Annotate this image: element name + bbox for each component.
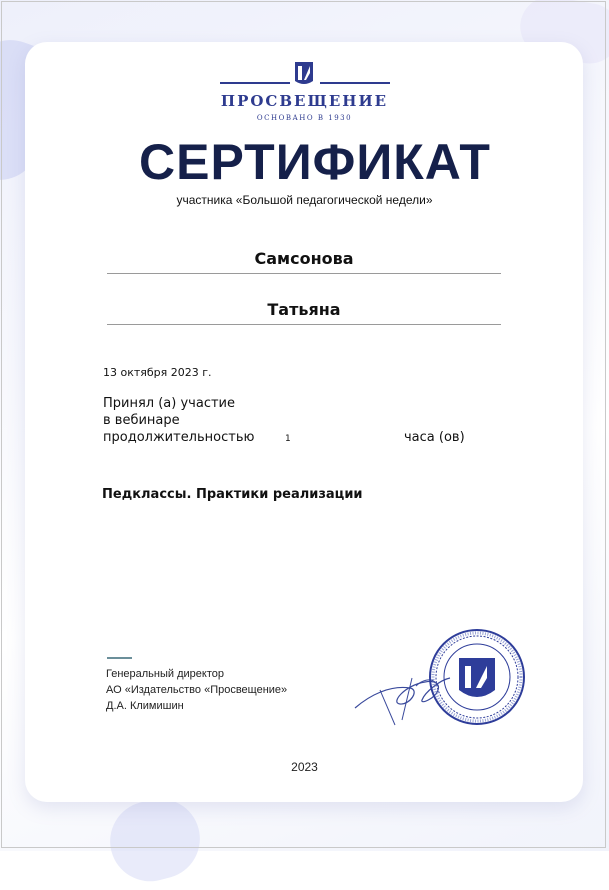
participant-first-name: Татьяна (107, 300, 501, 325)
signatory-company: АО «Издательство «Просвещение» (106, 684, 288, 696)
duration-hours: 1 (285, 434, 291, 444)
certificate-subtitle: участника «Большой педагогической недели» (176, 193, 433, 207)
webinar-title: Педклассы. Практики реализации (102, 487, 363, 502)
brand-subtitle: ОСНОВАНО В 1930 (256, 114, 353, 122)
signatory-name: Д.А. Климишин (106, 700, 184, 712)
webinar-text: в вебинаре (103, 413, 180, 428)
footer-year: 2023 (291, 760, 318, 774)
signature-divider (107, 657, 132, 659)
logo-line-right (320, 82, 390, 84)
certificate-title: СЕРТИФИКАТ (139, 134, 491, 190)
duration-unit: часа (ов) (404, 430, 465, 445)
certificate-date: 13 октября 2023 г. (103, 366, 212, 379)
duration-text: продолжительностью (103, 430, 255, 445)
participation-text: Принял (а) участие (103, 396, 235, 411)
signatory-position: Генеральный директор (106, 668, 224, 680)
brand-name: ПРОСВЕЩЕНИЕ (220, 92, 389, 110)
company-stamp (428, 628, 526, 726)
logo-line-left (220, 82, 290, 84)
prosveshchenie-logo-icon (293, 61, 315, 87)
participant-surname: Самсонова (107, 249, 501, 274)
